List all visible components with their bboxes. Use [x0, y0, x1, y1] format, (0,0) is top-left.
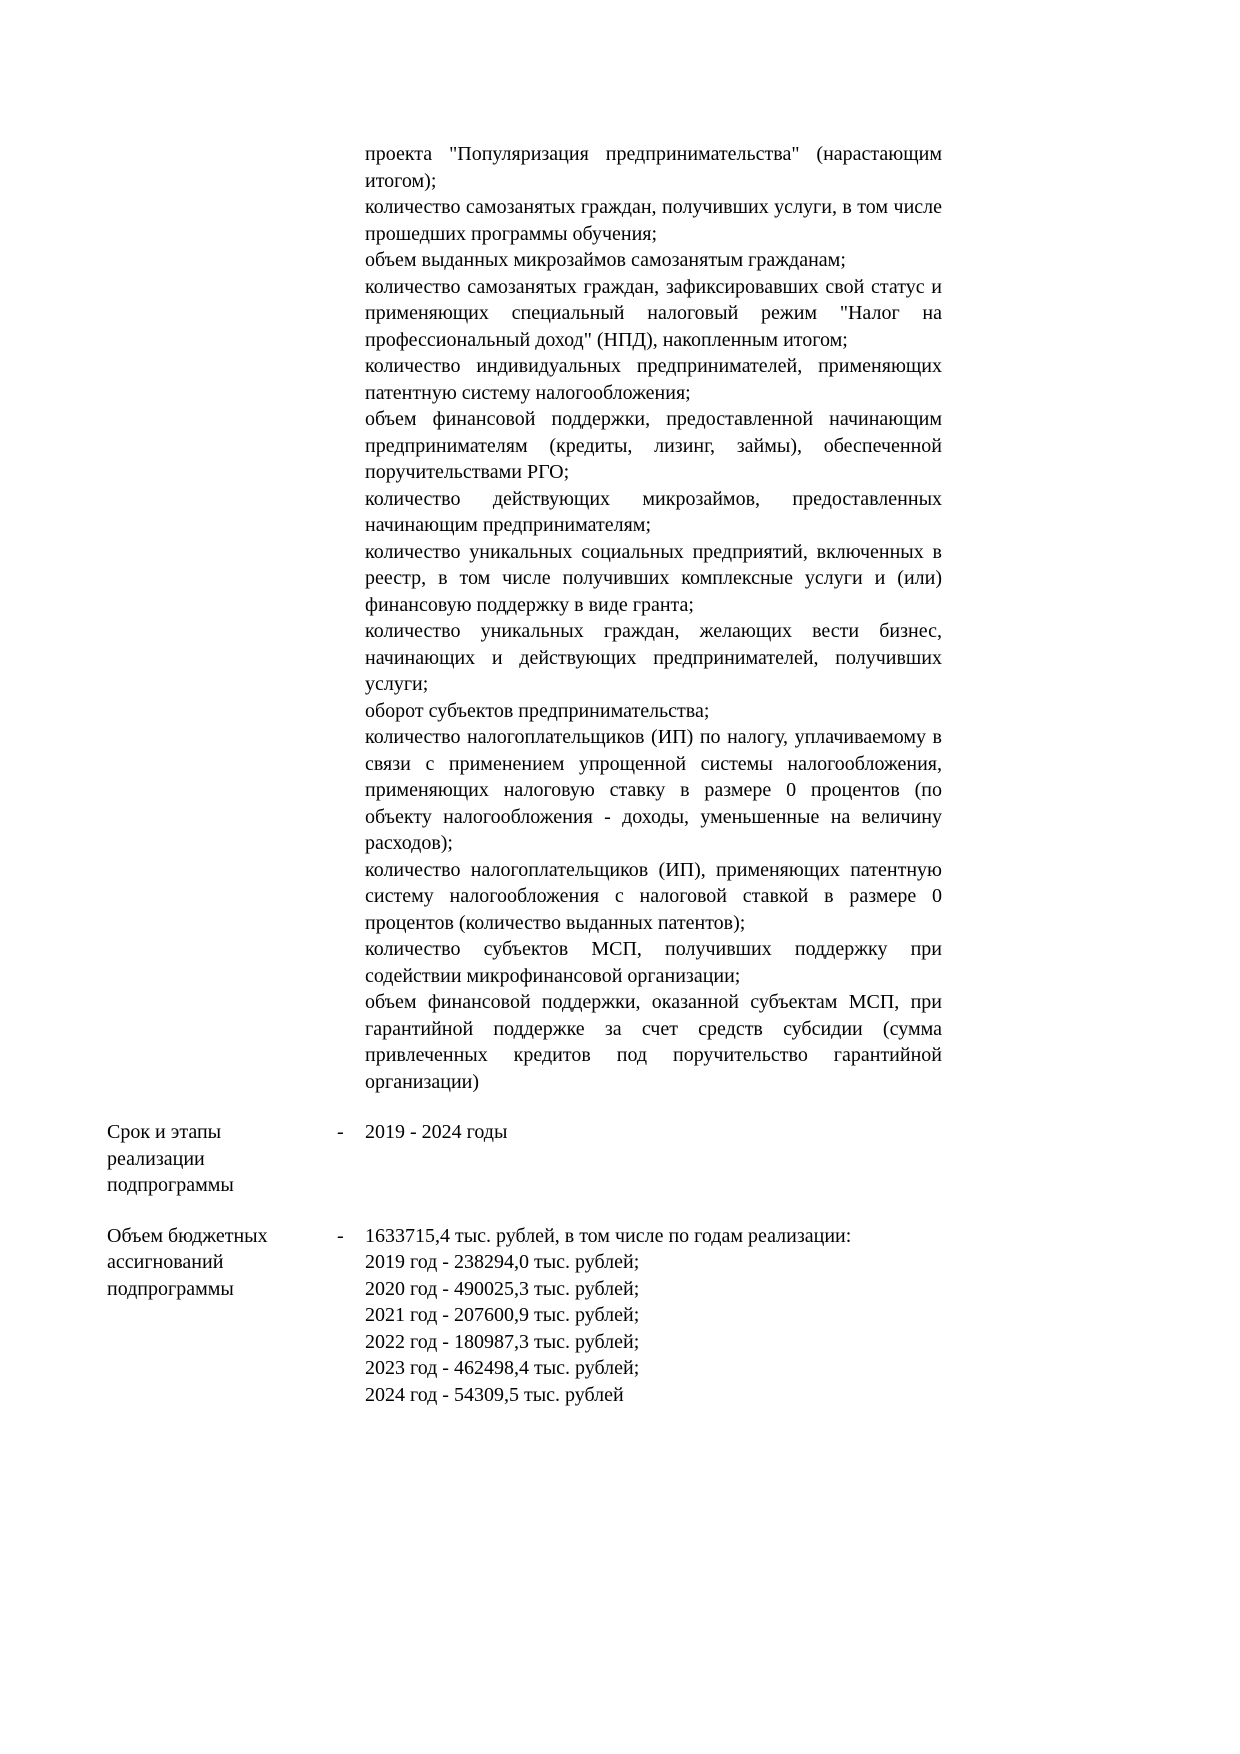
budget-total-line: 1633715,4 тыс. рублей, в том числе по годам реализации: [365, 1224, 852, 1247]
indicator-item: количество действующих микрозаймов, предоставленных начинающим предпринимателям; [365, 487, 942, 536]
indicator-item: количество налогоплательщиков (ИП) по налогу, уплачиваемому в связи с применением упрощенной системы налогообложения, применяющих налоговую ставку в размере 0 процентов (по объекту налогообложения - доходы, уменьшенные на величину расходов); [365, 726, 942, 854]
indicators-list [365, 141, 942, 1095]
budget-year-line: 2022 год - 180987,3 тыс. рублей; [365, 1330, 640, 1353]
row-separator: - [337, 1121, 344, 1143]
budget-year-line: 2019 год - 238294,0 тыс. рублей; [365, 1251, 640, 1273]
indicator-item: количество индивидуальных предпринимателей, применяющих патентную систему налогообложения; [365, 355, 942, 404]
row-budget-allocations [107, 1223, 1240, 1409]
budget-year-line: 2020 год - 490025,3 тыс. рублей; [365, 1277, 640, 1300]
indicator-item: проекта "Популяризация предпринимательства" (нарастающим итогом); [365, 143, 942, 192]
empty-label-cell [107, 141, 337, 142]
indicator-item: количество самозанятых граждан, зафиксировавших свой статус и применяющих специальный налоговый режим "Налог на профессиональный доход" (НПД), накопленным итогом; [365, 275, 942, 351]
indicator-item: количество самозанятых граждан, получивших услуги, в том числе прошедших программы обучения; [365, 196, 942, 245]
row-separator: - [337, 1224, 344, 1247]
budget-year-line: 2023 год - 462498,4 тыс. рублей; [365, 1357, 640, 1379]
indicator-item: объем финансовой поддержки, предоставленной начинающим предпринимателям (кредиты, лизинг, займы), обеспеченной поручительствами РГО; [365, 408, 942, 483]
term-value: 2019 - 2024 годы [365, 1121, 508, 1143]
indicator-item: количество субъектов МСП, получивших поддержку при содействии микрофинансовой организации; [365, 938, 942, 987]
row-label: Срок и этапы реализации подпрограммы [107, 1121, 234, 1196]
empty-separator-cell [337, 141, 365, 142]
row-value [365, 1119, 942, 1146]
indicator-item: объем выданных микрозаймов самозанятым гражданам; [365, 249, 846, 271]
indicators-continuation-row [107, 141, 1240, 1095]
indicator-item: количество уникальных социальных предприятий, включенных в реестр, в том числе получивших комплексные услуги и (или) финансовую поддержку в виде гранта; [365, 540, 942, 616]
indicator-item: количество налогоплательщиков (ИП), применяющих патентную систему налогообложения с налоговой ставкой в размере 0 процентов (количество выданных патентов); [365, 858, 942, 934]
indicator-item: оборот субъектов предпринимательства; [365, 699, 710, 722]
row-implementation-term [107, 1119, 1240, 1199]
row-label: Объем бюджетных ассигнований подпрограммы [107, 1224, 268, 1300]
budget-year-line: 2024 год - 54309,5 тыс. рублей [365, 1383, 624, 1406]
row-value [365, 1223, 942, 1409]
indicator-item: количество уникальных граждан, желающих вести бизнес, начинающих и действующих предпринимателей, получивших услуги; [365, 620, 942, 695]
indicator-item: объем финансовой поддержки, оказанной субъектам МСП, при гарантийной поддержке за счет средств субсидии (сумма привлеченных кредитов под поручительство гарантийной организации) [365, 991, 942, 1093]
budget-year-line: 2021 год - 207600,9 тыс. рублей; [365, 1304, 640, 1326]
